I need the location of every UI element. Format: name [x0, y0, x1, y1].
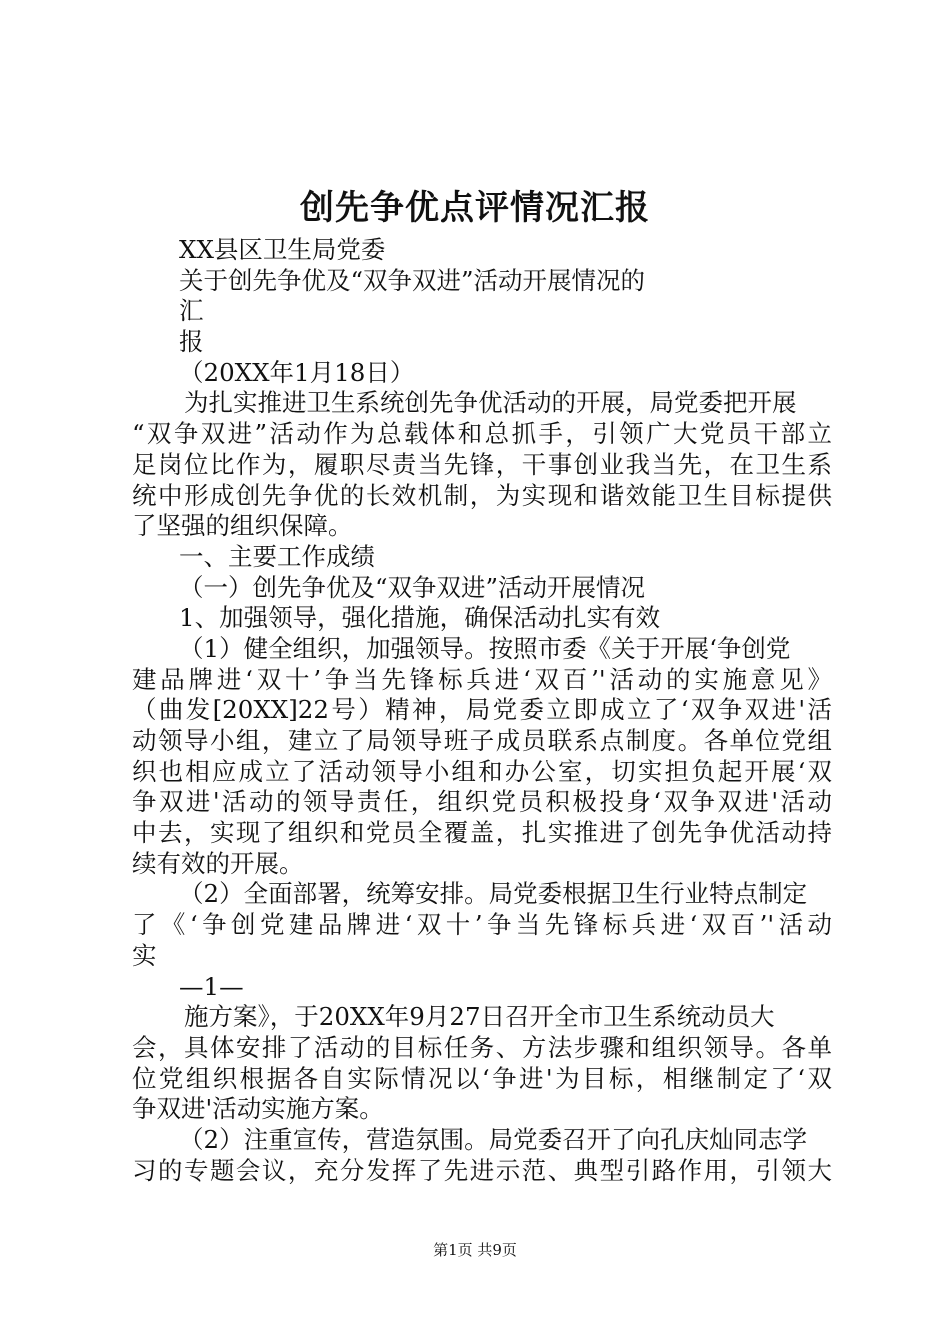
text-line: 续有效的开展。 [132, 848, 304, 878]
text-line: （曲发[20XX]22号）精神，局党委立即成立了‘双争双进'活 [132, 695, 832, 725]
text-line: 报 [179, 327, 204, 357]
paragraph-first-line: 为扎实推进卫生系统创先争优活动的开展，局党委把开展 [184, 388, 797, 418]
text-line: 争双进'活动的领导责任，组织党员积极投身‘双争双进'活动 [132, 787, 832, 817]
page-number-marker: —1— [179, 971, 244, 1001]
text-line: 织也相应成立了活动领导小组和办公室，切实担负起开展‘双 [132, 756, 832, 786]
paragraph-first-line: （1）健全组织，加强领导。按照市委《关于开展‘争创党 [179, 633, 791, 663]
text-line: 了《‘争创党建品牌进‘双十’争当先锋标兵进‘双百’'活动 [132, 910, 833, 940]
text-line: 会，具体安排了活动的目标任务、方法步骤和组织领导。各单 [132, 1032, 832, 1062]
paragraph-first-line: （2）注重宣传，营造氛围。局党委召开了向孔庆灿同志学 [179, 1124, 808, 1154]
text-line: 中去，实现了组织和党员全覆盖，扎实推进了创先争优活动持 [132, 818, 832, 848]
document-title: 创先争优点评情况汇报 [300, 188, 650, 228]
text-line: 统中形成创先争优的长效机制，为实现和谐效能卫生目标提供 [132, 480, 832, 510]
text-line: 了坚强的组织保障。 [132, 511, 353, 541]
text-line: 位党组织根据各自实际情况以‘争进'为目标，相继制定了‘双 [132, 1063, 832, 1093]
text-line: “双争双进”活动作为总载体和总抓手，引领广大党员干部立 [132, 419, 832, 449]
subsection-heading: （一）创先争优及“双争双进”活动开展情况 [179, 572, 646, 602]
text-line: （20XX年1月18日） [179, 357, 415, 387]
text-line: 习的专题会议，充分发挥了先进示范、典型引路作用，引领大 [132, 1155, 832, 1185]
text-line: 关于创先争优及“双争双进”活动开展情况的 [179, 265, 646, 295]
text-line: 动领导小组，建立了局领导班子成员联系点制度。各单位党组 [132, 726, 832, 755]
section-heading: 一、主要工作成绩 [179, 541, 375, 571]
text-line: 足岗位比作为，履职尽责当先锋，干事创业我当先，在卫生系 [132, 449, 832, 479]
text-line: 实 [132, 940, 157, 970]
text-line: XX县区卫生局党委 [179, 235, 386, 264]
text-line: 争双进'活动实施方案。 [132, 1094, 384, 1124]
document-body [132, 235, 832, 1186]
text-line: 施方案》，于20XX年9月27日召开全市卫生系统动员大 [184, 1002, 775, 1032]
text-line: 建品牌进‘双十’争当先锋标兵进‘双百’'活动的实施意见》 [132, 664, 832, 694]
page-footer: 第1页 共9页 [433, 1241, 517, 1259]
paragraph-first-line: （2）全面部署，统筹安排。局党委根据卫生行业特点制定 [179, 879, 808, 909]
text-line: 汇 [179, 296, 204, 326]
subsection-heading: 1、加强领导，强化措施，确保活动扎实有效 [179, 603, 661, 633]
